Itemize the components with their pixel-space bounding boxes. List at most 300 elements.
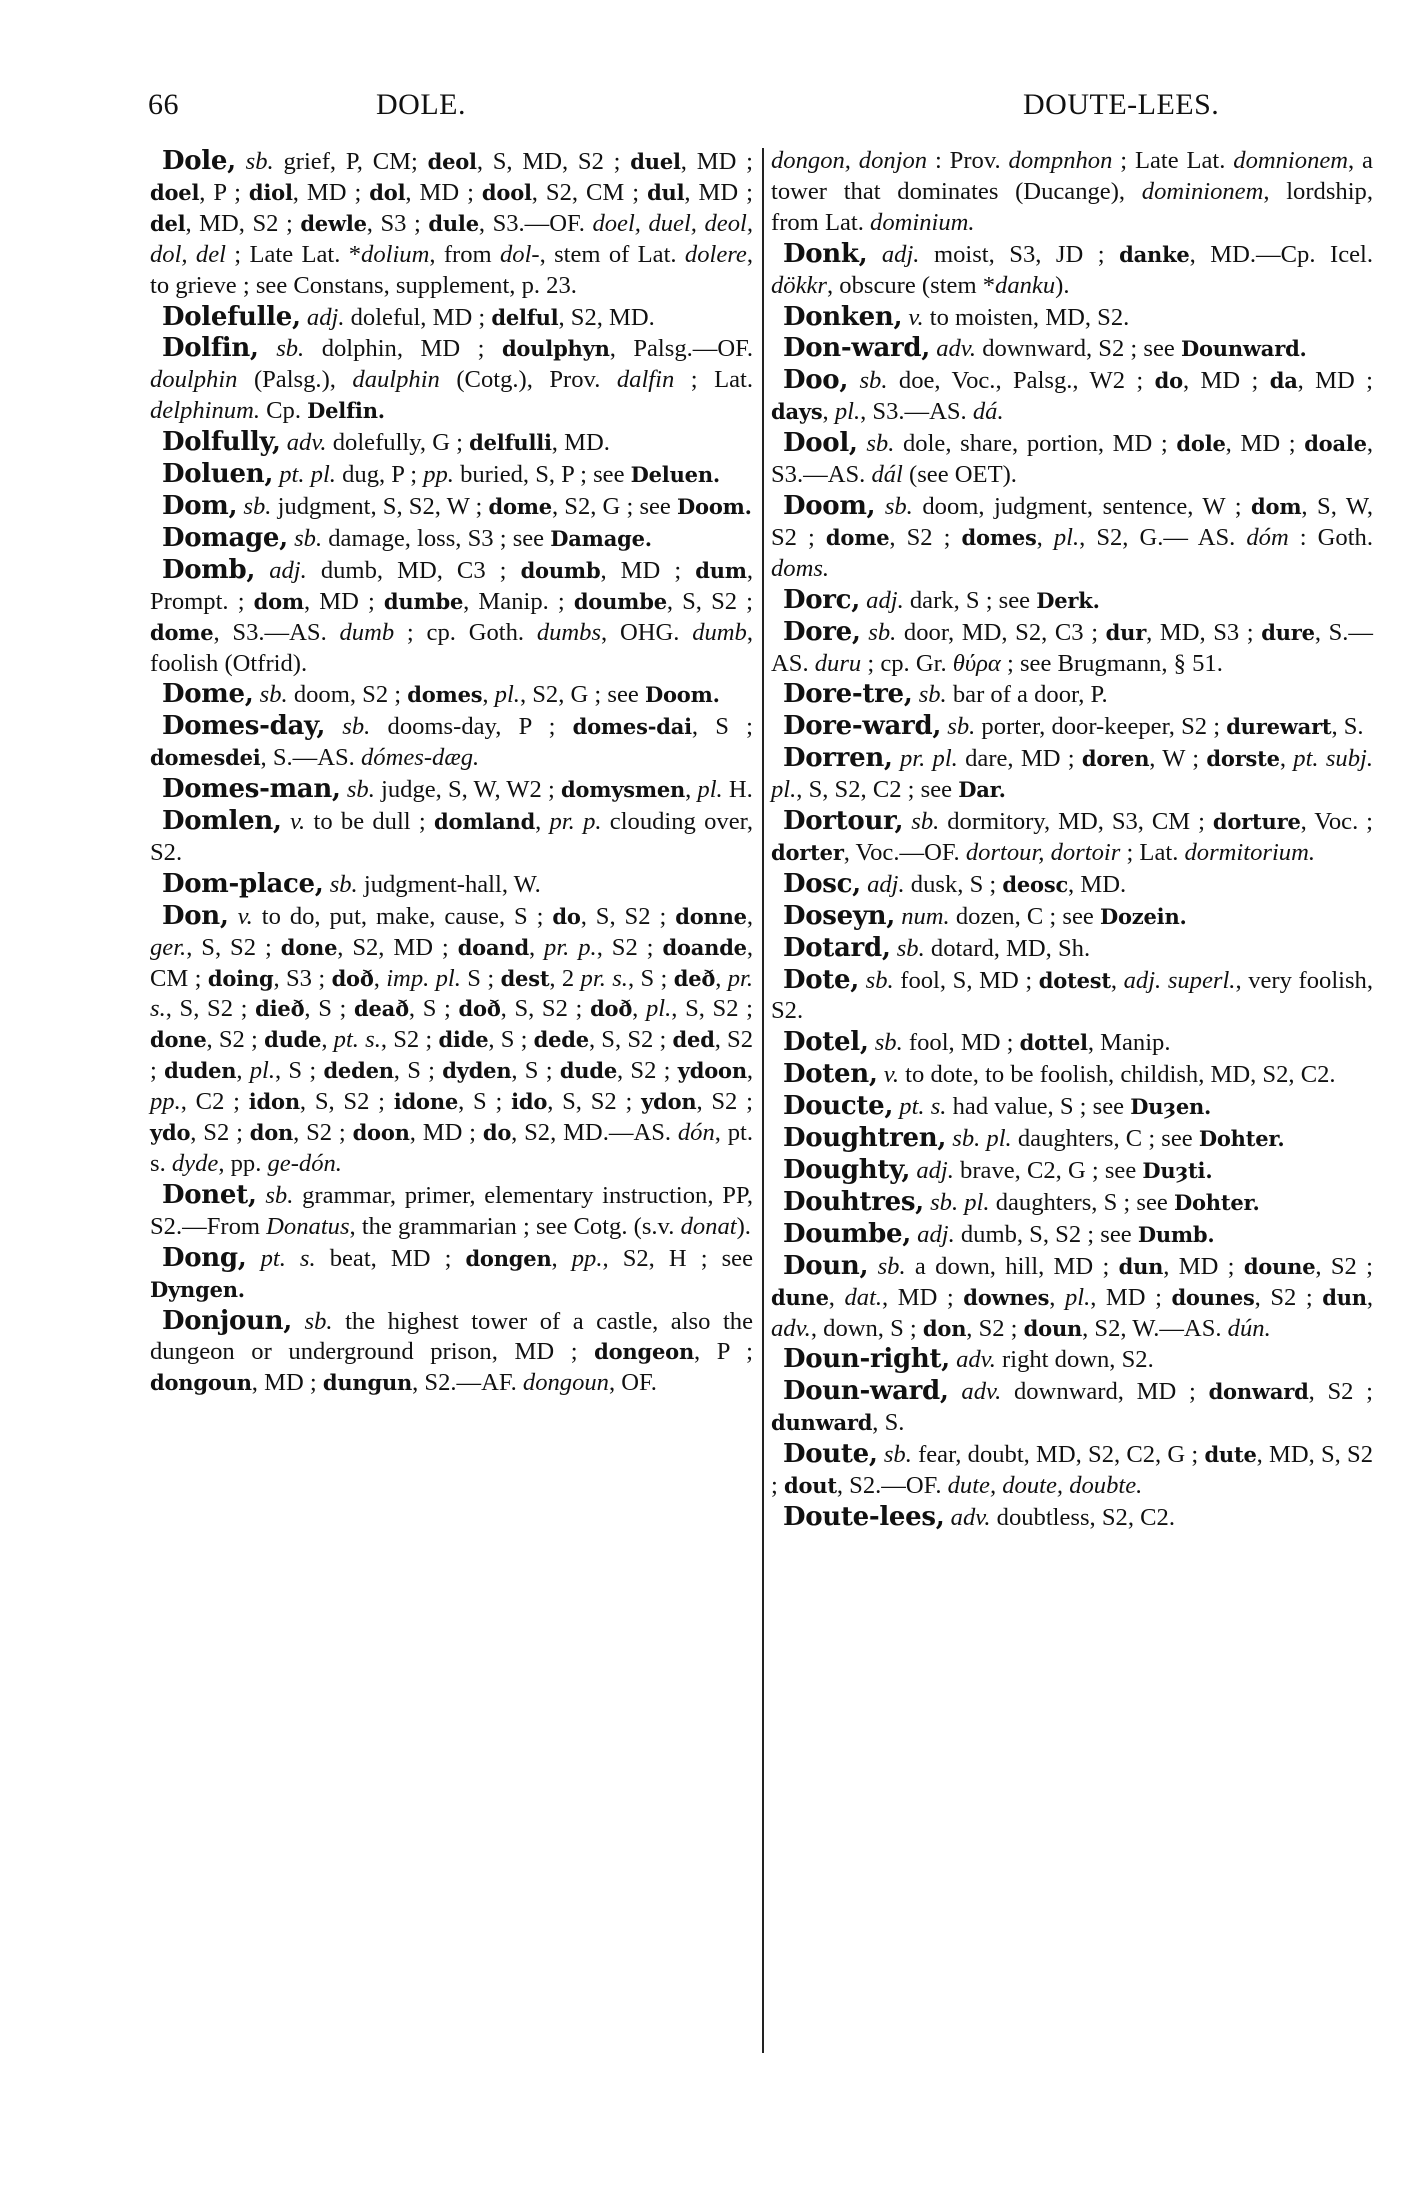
body-text: , S2.—OF.	[836, 1472, 948, 1500]
italic-text: sb.	[342, 713, 371, 741]
variant-form: dol	[369, 179, 406, 205]
body-text: dumb, MD, C3 ;	[306, 556, 521, 584]
variant-form: Deluen.	[630, 462, 720, 488]
italic-text: pl.	[249, 1057, 276, 1085]
variant-form: dide	[438, 1027, 489, 1053]
headword: Donk,	[783, 238, 868, 269]
body-text: ; cp. Goth.	[394, 618, 537, 646]
variant-form: Dar.	[958, 777, 1006, 803]
body-text: , the grammarian ; see Cotg. (s.v.	[349, 1212, 681, 1240]
italic-text: sb.	[243, 492, 272, 520]
body-text: , OF.	[608, 1369, 657, 1397]
variant-form: dun	[1118, 1253, 1164, 1279]
italic-text: pr. pl.	[899, 745, 958, 773]
dictionary-entry	[771, 1059, 1373, 1091]
variant-form: donne	[675, 903, 747, 929]
variant-form: doune	[1243, 1253, 1316, 1279]
body-text: ; Lat.	[674, 366, 753, 394]
body-text: , very foolish, S2.	[771, 966, 1373, 1025]
body-text: to be dull ;	[305, 808, 435, 836]
headword: Doun-ward,	[783, 1376, 949, 1407]
body-text: dolphin, MD ;	[304, 335, 502, 363]
body-text: , S2, MD.—AS.	[511, 1119, 678, 1147]
italic-text: sb. pl.	[930, 1188, 990, 1216]
body-text: , S2 ;	[617, 1057, 678, 1085]
headword: Domes-day,	[162, 711, 326, 742]
body-text: , MD ;	[1182, 367, 1270, 395]
variant-form: idon	[248, 1089, 300, 1115]
dictionary-entry	[150, 459, 753, 491]
body-text: dole, share, portion, MD ;	[894, 430, 1177, 458]
variant-form: doumb	[520, 557, 601, 583]
italic-text: pl.	[494, 681, 520, 709]
variant-form: dun	[1322, 1284, 1367, 1310]
headword: Donken,	[783, 301, 903, 332]
italic-text: dá.	[972, 398, 1004, 426]
variant-form: Duȝen.	[1130, 1094, 1212, 1120]
italic-text: dompnhon	[1008, 147, 1113, 174]
italic-text: sb.	[866, 430, 895, 458]
variant-form: dool	[481, 179, 532, 205]
variant-form: dome	[825, 524, 890, 550]
body-text	[893, 745, 900, 772]
body-text: , pt. s.	[150, 1119, 754, 1177]
body-text: fool, MD ;	[902, 1029, 1020, 1057]
dictionary-entry	[771, 1439, 1373, 1502]
body-text: , S2 ;	[966, 1314, 1024, 1342]
italic-text: sb.	[874, 1029, 903, 1057]
body-text: , S2, W.—AS.	[1082, 1314, 1228, 1342]
body-text	[848, 367, 859, 394]
body-text: , S2, G ; see	[551, 492, 677, 520]
body-text	[859, 967, 866, 994]
body-text: , S3.—AS.	[860, 398, 973, 426]
dictionary-entry	[771, 239, 1373, 302]
italic-text: adj.	[306, 303, 345, 331]
italic-text: doulphin	[150, 366, 238, 394]
variant-form: Dounward.	[1180, 336, 1307, 362]
dictionary-entry	[771, 1091, 1373, 1123]
headword: Doten,	[783, 1059, 878, 1090]
column-divider	[762, 148, 764, 2053]
headword: Domb,	[162, 554, 256, 585]
dictionary-entry	[771, 1344, 1373, 1376]
body-text: , S2.—AF.	[412, 1369, 523, 1397]
dictionary-entry	[771, 585, 1373, 617]
variant-form: Damage.	[550, 525, 652, 551]
variant-form: dul	[647, 179, 685, 205]
italic-text: dyde	[171, 1150, 219, 1177]
dictionary-entry	[771, 679, 1373, 711]
variant-form: doon	[352, 1120, 410, 1146]
variant-form: doing	[207, 965, 274, 991]
variant-form: doel	[150, 179, 200, 205]
body-text: , W ;	[1149, 745, 1207, 773]
running-header	[148, 88, 1374, 128]
variant-form: deol	[427, 149, 477, 174]
italic-text: adj.	[866, 586, 904, 614]
body-text: , S, S2 ;	[299, 1088, 394, 1116]
variant-form: danke	[1119, 241, 1190, 267]
body-text: had value, S ; see	[946, 1093, 1131, 1121]
body-text: , S2 ;	[696, 1088, 753, 1116]
body-text: , MD ;	[303, 587, 384, 615]
body-text: ,	[746, 902, 753, 930]
italic-text: dún.	[1227, 1314, 1271, 1342]
italic-text: delphinum.	[150, 397, 260, 425]
italic-text: dortour, dortoir	[965, 838, 1121, 866]
italic-text: v.	[883, 1061, 900, 1089]
italic-text: v.	[237, 902, 253, 930]
headword: Donet,	[162, 1179, 257, 1210]
headword: Doughty,	[783, 1155, 911, 1185]
body-text: , S, S2 ;	[186, 933, 281, 961]
body-text: dumb, S, S2 ; see	[954, 1220, 1138, 1248]
body-text: , S2, G ; see	[519, 681, 645, 709]
body-text: , S, S2 ;	[165, 995, 256, 1023]
body-text: , OHG.	[601, 618, 693, 646]
body-text: , MD ;	[680, 148, 753, 175]
body-text: , S2, G.— AS.	[1079, 523, 1247, 551]
body-text: to dote, to be foolish, childish, MD, S2, C2.	[899, 1061, 1336, 1089]
body-text: , S3 ;	[366, 209, 429, 237]
italic-text: dómes-dæg.	[360, 744, 480, 772]
variant-form: doð	[590, 996, 633, 1022]
headword: Dortour,	[783, 806, 904, 837]
headword: Dosc,	[783, 868, 861, 899]
body-text: , MD ;	[251, 1369, 323, 1397]
headword: Dore-ward,	[783, 711, 942, 742]
variant-form: dotest	[1038, 967, 1111, 993]
variant-form: don	[249, 1120, 294, 1146]
body-text: ,	[828, 1283, 845, 1311]
variant-form: ydon	[641, 1089, 697, 1115]
guide-word-left: DOLE.	[376, 88, 466, 121]
body-text: , S2, CM ;	[531, 178, 648, 206]
italic-text: dominium.	[870, 208, 975, 236]
variant-form: Delfin.	[307, 398, 385, 424]
dictionary-entry	[771, 1187, 1373, 1219]
body-text: dotard, MD, Sh.	[924, 934, 1091, 962]
italic-text: adj.	[917, 1220, 955, 1248]
dictionary-entry	[150, 491, 753, 523]
headword: Dole,	[162, 146, 236, 176]
body-text: Cp.	[259, 397, 308, 425]
body-text: , MD, S3 ;	[1146, 618, 1262, 646]
dictionary-entry	[771, 617, 1373, 680]
variant-form: Dozein.	[1099, 903, 1187, 929]
body-text: S ;	[460, 964, 501, 992]
variant-form: dongoun	[150, 1370, 252, 1396]
dictionary-entry	[771, 933, 1373, 965]
italic-text: ger.	[150, 933, 187, 961]
variant-form: dome	[488, 493, 552, 519]
headword: Dool,	[783, 428, 858, 459]
italic-text: sb.	[896, 934, 925, 962]
body-text: , Prompt. ;	[150, 556, 753, 615]
body-text: , S, S2 ;	[500, 995, 591, 1023]
variant-form: doulphyn	[501, 336, 610, 362]
body-text: beat, MD ;	[315, 1244, 466, 1272]
headword: Domlen,	[162, 806, 282, 837]
body-text: , S, S2 ;	[666, 587, 753, 615]
italic-text: dalfin	[616, 366, 675, 394]
variant-form: dottel	[1019, 1030, 1088, 1056]
variant-form: dom	[1251, 493, 1302, 519]
headword: Dom-place,	[162, 868, 324, 899]
variant-form: domes	[961, 524, 1037, 550]
italic-text: sb.	[877, 1252, 906, 1280]
italic-text: pt. pl.	[279, 461, 336, 489]
variant-form: dongeon	[594, 1339, 695, 1365]
body-text: grammar, primer, elementary instruction, PP, S2.—From	[150, 1181, 753, 1240]
variant-form: doun	[1023, 1315, 1083, 1341]
body-text: fear, doubt, MD, S2, C2, G ;	[911, 1441, 1205, 1469]
body-text: doe, Voc., Palsg., W2 ;	[887, 367, 1155, 395]
headword: Doseyn,	[783, 900, 896, 931]
body-text	[949, 1378, 962, 1405]
variant-form: domesdei	[150, 745, 261, 771]
body-text: , S ;	[458, 1088, 512, 1116]
body-text: , MD ;	[292, 178, 370, 206]
variant-form: do	[482, 1120, 512, 1146]
body-text: damage, loss, S3 ; see	[322, 524, 551, 552]
body-text: , S.	[872, 1409, 905, 1437]
body-text: , S2, MD ;	[337, 933, 458, 961]
italic-text: donat	[680, 1212, 737, 1240]
body-text: dooms-day, P ;	[370, 713, 573, 741]
body-text: , S.	[1331, 713, 1364, 741]
body-text: ,	[373, 964, 387, 992]
variant-form: Dumb.	[1137, 1221, 1215, 1247]
variant-form: dure	[1261, 619, 1315, 645]
dictionary-entry	[771, 1027, 1373, 1059]
dictionary-entry	[150, 869, 753, 901]
body-text: , S, S2 ;	[588, 1026, 673, 1054]
headword: Donjoun,	[162, 1305, 292, 1336]
variant-form: ded	[672, 1027, 715, 1053]
italic-text: dón	[677, 1119, 715, 1147]
body-text: ,	[1366, 1283, 1374, 1311]
variant-form: dute	[1204, 1442, 1257, 1468]
body-text: , MD ;	[405, 178, 482, 206]
body-text	[259, 335, 277, 362]
italic-text: danku	[995, 271, 1056, 299]
variant-form: ydo	[150, 1120, 191, 1146]
variant-form: doand	[457, 934, 529, 960]
headword: Dolfin,	[162, 333, 259, 364]
variant-form: dude	[264, 1027, 322, 1053]
variant-form: delful	[491, 304, 559, 330]
body-text: daughters, S ; see	[989, 1188, 1174, 1216]
italic-text: sb.	[865, 966, 894, 994]
variant-form: da	[1269, 368, 1298, 394]
variant-form: diol	[248, 179, 293, 205]
variant-form: Dohter.	[1198, 1126, 1285, 1152]
body-text: , S ;	[511, 1057, 560, 1085]
body-text: judgment, S, S2, W ;	[271, 492, 489, 520]
italic-text: adv.	[956, 1346, 996, 1374]
body-text: dark, S ; see	[903, 586, 1037, 614]
italic-text: pl.	[645, 995, 672, 1023]
variant-form: dorste	[1206, 746, 1280, 772]
dictionary-entry	[771, 365, 1373, 428]
right-column	[771, 146, 1373, 1534]
body-text: , Voc. ;	[1300, 808, 1373, 836]
body-text: dolefully, G ;	[326, 429, 470, 457]
body-text: bar of a door, P.	[946, 681, 1108, 709]
dictionary-entry	[150, 774, 753, 806]
dictionary-entry-continuation	[771, 146, 1373, 239]
italic-text: adv.	[950, 1503, 991, 1531]
body-text: ; Late Lat. *	[225, 240, 362, 268]
dictionary-entry	[150, 711, 753, 774]
dictionary-entry	[771, 901, 1373, 933]
body-text: to moisten, MD, S2.	[923, 303, 1130, 331]
body-text: , S2 ;	[190, 1119, 250, 1147]
italic-text: pl.	[1053, 523, 1080, 551]
body-text: ; see Brugmann, § 51.	[1000, 649, 1223, 677]
variant-form: dunward	[771, 1410, 873, 1436]
variant-form: deden	[323, 1058, 394, 1084]
body-text: , MD ;	[600, 556, 696, 584]
body-text: ,	[715, 964, 728, 992]
body-text: , S ;	[393, 1057, 443, 1085]
body-text: doom, judgment, sentence, W ;	[912, 492, 1252, 520]
body-text	[229, 903, 238, 930]
variant-form: domes-dai	[572, 714, 692, 740]
variant-form: doande	[662, 934, 747, 960]
italic-text: sb.	[259, 681, 288, 709]
italic-text: adj.	[881, 240, 920, 268]
variant-form: dieð	[255, 996, 305, 1022]
body-text	[325, 713, 342, 740]
headword: Domage,	[162, 522, 288, 553]
variant-form: doren	[1081, 746, 1150, 772]
body-text: , S ;	[275, 1057, 324, 1085]
headword: Douhtres,	[783, 1186, 924, 1217]
body-text: dozen, C ; see	[949, 902, 1100, 930]
headword: Dore-tre,	[783, 679, 913, 710]
body-text: , S ;	[627, 964, 674, 992]
body-text: , Manip.	[1087, 1029, 1171, 1057]
italic-text: doel, duel, deol, dol, del	[150, 209, 753, 268]
body-text: , MD ;	[882, 1283, 964, 1311]
italic-text: dökkr	[771, 271, 827, 299]
italic-text: sb.	[245, 148, 274, 175]
dictionary-entry	[150, 333, 753, 427]
body-text: ; Late Lat.	[1112, 147, 1234, 174]
body-text: , MD, S2 ;	[185, 209, 301, 237]
variant-form: dungun	[322, 1370, 413, 1396]
body-text: dug, P ;	[335, 461, 424, 489]
body-text: clouding over, S2.	[150, 808, 753, 866]
variant-form: dome	[150, 619, 214, 645]
dictionary-entry	[771, 1251, 1373, 1345]
body-text: , S, S2, C2 ; see	[796, 776, 959, 804]
variant-form: deað	[354, 996, 409, 1022]
headword: Doun-right,	[783, 1344, 950, 1375]
variant-form: Doom.	[644, 682, 720, 708]
body-text: , S2 ;	[889, 523, 962, 551]
body-text: , S2 ;	[1315, 1252, 1373, 1280]
variant-form: done	[150, 1027, 207, 1053]
variant-form: ydoon	[677, 1058, 747, 1084]
body-text	[875, 493, 885, 520]
body-text: , S2 ;	[293, 1119, 353, 1147]
body-text: , S2 ;	[1308, 1378, 1373, 1406]
variant-form: Dyngen.	[150, 1276, 245, 1302]
italic-text: dol-	[499, 240, 540, 268]
body-text: , stem of Lat.	[539, 240, 685, 268]
body-text	[236, 148, 246, 175]
dictionary-entry	[150, 146, 753, 302]
body-text: , a tower that dominates (Ducange),	[771, 147, 1373, 205]
italic-text: adv.	[936, 335, 977, 363]
body-text: , C2 ;	[180, 1088, 249, 1116]
body-text: ,	[685, 776, 698, 804]
variant-form: domysmen	[560, 777, 686, 803]
italic-text: sb. pl.	[952, 1125, 1012, 1153]
italic-text: sb.	[265, 1181, 294, 1209]
body-text: the highest tower of a castle, also the dungeon or underground prison, MD ;	[150, 1307, 753, 1366]
italic-text: dumbs	[536, 618, 602, 646]
dictionary-entry	[771, 1219, 1373, 1251]
guide-word-right: DOUTE-LEES.	[1023, 88, 1220, 121]
body-text: fool, S, MD ;	[893, 966, 1039, 994]
variant-form: dyden	[442, 1058, 512, 1084]
italic-text: v.	[289, 808, 306, 836]
body-text: , S, S2 ;	[580, 902, 676, 930]
variant-form: Doom.	[677, 493, 752, 519]
dictionary-entry	[771, 965, 1373, 1028]
body-text: , S, MD, S2 ;	[476, 148, 631, 175]
body-text: , lordship, from Lat.	[771, 177, 1373, 236]
dictionary-entry	[150, 555, 753, 680]
left-column	[150, 146, 753, 1399]
body-text: , S, W, S2 ;	[771, 492, 1373, 551]
body-text: , S.—AS.	[260, 744, 361, 772]
body-text: downward, S2 ; see	[976, 335, 1181, 363]
italic-text: pt. s.	[899, 1093, 947, 1121]
variant-form: doð	[331, 965, 374, 991]
headword: Doute-lees,	[783, 1501, 945, 1532]
body-text: daughters, C ; see	[1011, 1125, 1199, 1153]
body-text: , MD ;	[409, 1119, 483, 1147]
variant-form: doale	[1304, 431, 1367, 457]
body-text	[282, 808, 290, 835]
variant-form: dune	[771, 1284, 829, 1310]
body-text: , down, S ;	[810, 1314, 923, 1342]
body-text: , MD ;	[1163, 1252, 1244, 1280]
body-text: downward, MD ;	[1001, 1378, 1209, 1406]
headword: Doughtren,	[783, 1123, 947, 1154]
body-text: brave, C2, G ; see	[953, 1157, 1143, 1184]
variant-form: done	[280, 934, 338, 960]
body-text: , MD ;	[1090, 1283, 1172, 1311]
body-text: , CM ;	[150, 933, 754, 992]
italic-text: adv.	[286, 429, 327, 457]
body-text: dare, MD ;	[957, 745, 1082, 773]
body-text: right down, S2.	[995, 1346, 1154, 1374]
body-text	[255, 557, 269, 584]
variant-form: dude	[559, 1058, 618, 1084]
variant-form: Dohter.	[1173, 1189, 1260, 1215]
variant-form: do	[1154, 368, 1183, 394]
body-text: doom, S2 ;	[287, 681, 408, 709]
body-text: judgment-hall, W.	[357, 870, 541, 898]
italic-text: pr. p.	[549, 808, 602, 836]
